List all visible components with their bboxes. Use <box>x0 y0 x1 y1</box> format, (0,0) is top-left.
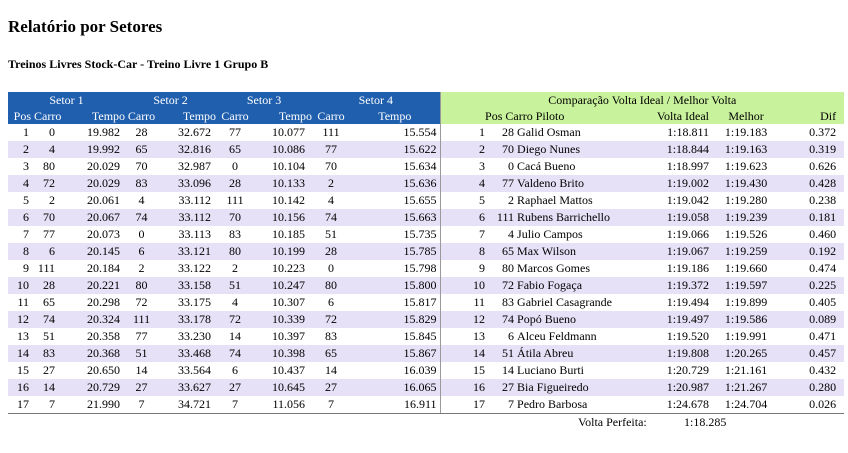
cmp-pos-cell: 17 <box>440 396 488 413</box>
sector1-time-cell: 20.358 <box>87 329 121 343</box>
ideal-lap-cell: 1:18.997 <box>666 159 710 173</box>
sector2-car-cell: 80 <box>125 277 158 294</box>
car-cell: 83 <box>29 345 67 362</box>
sector4-time-cell: 15.829 <box>350 311 440 328</box>
best-lap-cell: 1:19.660 <box>724 261 768 275</box>
sector2-car-cell: 70 <box>135 159 148 173</box>
sector2-car-cell: 4 <box>138 193 145 207</box>
sector3-time-cell: 10.645 <box>254 379 312 396</box>
sector3-car-cell: 111 <box>226 193 244 207</box>
sector4-car-cell: 4 <box>328 193 335 207</box>
sector2-time-cell: 33.122 <box>178 261 212 275</box>
sector1-time-cell: 20.298 <box>87 295 121 309</box>
cmp-car-cell: 7 <box>508 397 515 411</box>
sector1-time-cell: 19.982 <box>87 125 121 139</box>
sector2-time-cell: 33.112 <box>178 193 212 207</box>
cmp-car-cell: 80 <box>502 261 515 275</box>
sector4-car-cell: 72 <box>312 311 350 328</box>
pos-cell: 2 <box>8 141 29 158</box>
col-tempo-4: Tempo <box>350 108 440 124</box>
dif-cell: 0.089 <box>783 311 844 328</box>
dif-cell: 0.457 <box>783 345 844 362</box>
best-lap-cell: 1:19.526 <box>724 227 768 241</box>
sector4-time-cell: 15.800 <box>350 277 440 294</box>
sector4-car-cell: 0 <box>328 261 335 275</box>
ideal-lap-cell: 1:18.811 <box>667 125 710 139</box>
cmp-pos-cell: 9 <box>440 260 488 277</box>
car-cell: 80 <box>43 159 55 173</box>
car-cell: 2 <box>49 193 55 207</box>
pilot-cell: Alceu Feldmann <box>517 329 597 343</box>
table-row <box>8 294 844 311</box>
sector2-car-cell: 0 <box>138 227 145 241</box>
cmp-car-cell: 6 <box>508 329 515 343</box>
sector2-time-cell: 33.121 <box>158 243 216 260</box>
sector1-time-cell: 20.368 <box>67 345 125 362</box>
cmp-pos-cell: 8 <box>440 243 488 260</box>
sector3-car-cell: 65 <box>216 141 254 158</box>
pos-cell: 13 <box>17 329 29 343</box>
table-row <box>8 124 844 141</box>
sector2-car-cell: 83 <box>125 175 158 192</box>
dif-cell: 0.238 <box>809 193 837 207</box>
sector3-time-cell: 10.142 <box>272 193 306 207</box>
cmp-pos-cell: 2 <box>440 141 488 158</box>
header-setor-1: Setor 1 <box>8 92 125 108</box>
ideal-lap-cell: 1:19.066 <box>666 227 710 241</box>
dif-cell: 0.471 <box>809 329 837 343</box>
sector2-time-cell: 32.816 <box>158 141 216 158</box>
sector2-car-cell: 111 <box>125 311 158 328</box>
pos-cell: 6 <box>8 209 29 226</box>
sector3-car-cell: 51 <box>216 277 254 294</box>
table-row <box>8 379 844 396</box>
pos-cell: 10 <box>8 277 29 294</box>
cmp-pos-cell: 11 <box>440 294 488 311</box>
sector4-time-cell: 16.065 <box>350 379 440 396</box>
dif-cell: 0.428 <box>783 175 844 192</box>
sector1-time-cell: 20.650 <box>87 363 121 377</box>
sector3-time-cell: 10.437 <box>272 363 306 377</box>
sector2-car-cell: 27 <box>125 379 158 396</box>
cmp-car-cell: 51 <box>488 345 514 362</box>
sector3-time-cell: 10.185 <box>272 227 306 241</box>
pos-cell: 16 <box>8 379 29 396</box>
pilot-cell: Popó Bueno <box>514 311 649 328</box>
table-row <box>8 311 844 328</box>
best-lap-cell: 1:19.899 <box>724 295 768 309</box>
cmp-car-cell: 111 <box>488 209 514 226</box>
pos-cell: 14 <box>8 345 29 362</box>
car-cell: 6 <box>29 243 67 260</box>
best-lap-cell: 1:19.991 <box>724 329 768 343</box>
dif-cell: 0.319 <box>783 141 844 158</box>
sector4-car-cell: 80 <box>312 277 350 294</box>
sector4-car-cell: 51 <box>325 227 338 241</box>
sector2-time-cell: 33.096 <box>158 175 216 192</box>
table-row <box>8 158 844 175</box>
col-tempo-2: Tempo <box>158 108 216 124</box>
ideal-lap-cell: 1:19.042 <box>666 193 710 207</box>
sector1-time-cell: 21.990 <box>87 397 121 411</box>
ideal-lap-cell: 1:19.497 <box>649 311 709 328</box>
pos-cell: 7 <box>23 227 29 241</box>
cmp-pos-cell: 6 <box>440 209 488 226</box>
best-lap-cell: 1:20.265 <box>709 345 783 362</box>
best-lap-cell: 1:21.161 <box>724 363 768 377</box>
sector4-time-cell: 16.911 <box>403 397 437 411</box>
cmp-car-cell: 72 <box>488 277 514 294</box>
table-row <box>8 362 844 379</box>
best-lap-cell: 1:19.623 <box>724 159 768 173</box>
sector3-car-cell: 14 <box>229 329 242 343</box>
pos-cell: 4 <box>8 175 29 192</box>
ideal-lap-cell: 1:19.372 <box>649 277 709 294</box>
sector3-car-cell: 80 <box>216 243 254 260</box>
pilot-cell: Fabio Fogaça <box>514 277 649 294</box>
dif-cell: 0.192 <box>783 243 844 260</box>
table-row <box>8 396 844 413</box>
cmp-car-cell: 27 <box>488 379 514 396</box>
cmp-pos-cell: 1 <box>440 124 488 141</box>
sector2-car-cell: 2 <box>138 261 145 275</box>
dif-cell: 0.432 <box>809 363 837 377</box>
sector3-time-cell: 10.133 <box>254 175 312 192</box>
sector3-time-cell: 10.156 <box>254 209 312 226</box>
cmp-car-cell: 65 <box>488 243 514 260</box>
pilot-cell: Galid Osman <box>517 125 581 139</box>
sector4-car-cell: 14 <box>325 363 338 377</box>
group-header-row <box>8 92 844 108</box>
pos-cell: 12 <box>8 311 29 328</box>
car-cell: 51 <box>43 329 55 343</box>
ideal-lap-cell: 1:19.186 <box>666 261 710 275</box>
sector2-time-cell: 33.230 <box>178 329 212 343</box>
sector4-car-cell: 74 <box>312 209 350 226</box>
dif-cell: 0.026 <box>809 397 837 411</box>
pos-cell: 17 <box>17 397 29 411</box>
best-lap-cell: 1:19.239 <box>709 209 783 226</box>
car-cell: 27 <box>43 363 55 377</box>
sector4-time-cell: 15.655 <box>403 193 437 207</box>
cmp-car-cell: 83 <box>502 295 515 309</box>
pos-cell: 5 <box>23 193 29 207</box>
ideal-lap-cell: 1:20.729 <box>666 363 710 377</box>
sector4-time-cell: 15.817 <box>403 295 437 309</box>
car-cell: 72 <box>29 175 67 192</box>
car-cell: 7 <box>49 397 55 411</box>
sector2-car-cell: 77 <box>135 329 148 343</box>
cmp-pos-cell: 16 <box>440 379 488 396</box>
sector3-time-cell: 10.247 <box>254 277 312 294</box>
sector4-car-cell: 77 <box>312 141 350 158</box>
header-setor-4: Setor 4 <box>312 92 440 108</box>
sector3-time-cell: 10.223 <box>272 261 306 275</box>
ideal-lap-cell: 1:19.520 <box>666 329 710 343</box>
sector3-time-cell: 10.199 <box>254 243 312 260</box>
header-setor-2: Setor 2 <box>125 92 216 108</box>
sector3-car-cell: 72 <box>216 311 254 328</box>
sector4-time-cell: 15.554 <box>403 125 437 139</box>
dif-cell: 0.626 <box>809 159 837 173</box>
pilot-cell: Valdeno Brito <box>514 175 649 192</box>
sector4-car-cell: 6 <box>328 295 335 309</box>
sector2-time-cell: 32.987 <box>178 159 212 173</box>
car-cell: 77 <box>43 227 55 241</box>
table-row <box>8 175 844 192</box>
sector1-time-cell: 20.184 <box>87 261 121 275</box>
best-lap-cell: 1:21.267 <box>709 379 783 396</box>
sector1-time-cell: 20.029 <box>67 175 125 192</box>
sector1-time-cell: 20.324 <box>67 311 125 328</box>
best-lap-cell: 1:19.163 <box>709 141 783 158</box>
car-cell: 65 <box>43 295 55 309</box>
cmp-pos-cell: 15 <box>440 362 488 379</box>
table-row <box>8 345 844 362</box>
dif-cell: 0.460 <box>809 227 837 241</box>
pilot-cell: Pedro Barbosa <box>517 397 588 411</box>
best-lap-cell: 1:19.597 <box>709 277 783 294</box>
ideal-lap-cell: 1:19.494 <box>666 295 710 309</box>
sector3-car-cell: 28 <box>216 175 254 192</box>
sector4-time-cell: 16.039 <box>403 363 437 377</box>
cmp-pos-cell: 7 <box>440 226 488 243</box>
sector4-car-cell: 83 <box>325 329 338 343</box>
table-row <box>8 226 844 243</box>
pos-cell: 8 <box>8 243 29 260</box>
ideal-lap-cell: 1:19.058 <box>649 209 709 226</box>
header-setor-3: Setor 3 <box>216 92 312 108</box>
col-volta-ideal: Volta Ideal <box>649 108 709 124</box>
car-cell: 0 <box>49 125 55 139</box>
perfect-lap-label: Volta Perfeita: <box>578 415 647 429</box>
sector2-car-cell: 14 <box>135 363 148 377</box>
col-tempo-1: Tempo <box>67 108 125 124</box>
col-carro-4: Carro <box>312 108 350 124</box>
best-lap-cell: 1:19.586 <box>709 311 783 328</box>
sector1-time-cell: 20.729 <box>67 379 125 396</box>
dif-cell: 0.225 <box>783 277 844 294</box>
sector3-time-cell: 10.398 <box>254 345 312 362</box>
dif-cell: 0.474 <box>809 261 837 275</box>
best-lap-cell: 1:19.183 <box>724 125 768 139</box>
table-row <box>8 209 844 226</box>
cmp-pos-cell: 10 <box>440 277 488 294</box>
ideal-lap-cell: 1:20.987 <box>649 379 709 396</box>
dif-cell: 0.181 <box>783 209 844 226</box>
sector4-car-cell: 65 <box>312 345 350 362</box>
sector2-time-cell: 34.721 <box>178 397 212 411</box>
col-carro-2: Carro <box>125 108 158 124</box>
sector3-time-cell: 10.086 <box>254 141 312 158</box>
sector3-time-cell: 10.397 <box>272 329 306 343</box>
cmp-pos-cell: 12 <box>440 311 488 328</box>
pilot-cell: Raphael Mattos <box>517 193 593 207</box>
perfect-lap-value: 1:18.285 <box>684 415 727 429</box>
best-lap-cell: 1:19.259 <box>709 243 783 260</box>
sector1-time-cell: 20.061 <box>87 193 121 207</box>
pilot-cell: Cacá Bueno <box>517 159 576 173</box>
sector4-car-cell: 111 <box>322 125 340 139</box>
sector2-time-cell: 33.468 <box>158 345 216 362</box>
cmp-pos-cell: 13 <box>440 328 488 345</box>
sector4-car-cell: 2 <box>312 175 350 192</box>
table-body <box>8 124 844 413</box>
pos-cell: 15 <box>17 363 29 377</box>
sector3-time-cell: 10.077 <box>272 125 306 139</box>
sector1-time-cell: 20.067 <box>67 209 125 226</box>
sector3-car-cell: 27 <box>216 379 254 396</box>
sector2-car-cell: 28 <box>135 125 148 139</box>
pilot-cell: Luciano Burti <box>517 363 585 377</box>
sector4-time-cell: 15.622 <box>350 141 440 158</box>
dif-cell: 0.405 <box>809 295 837 309</box>
pilot-cell: Gabriel Casagrande <box>517 295 612 309</box>
cmp-car-cell: 4 <box>508 227 515 241</box>
session-subtitle: Treinos Livres Stock-Car - Treino Livre 1 Grupo B <box>8 57 269 71</box>
ideal-lap-cell: 1:24.678 <box>666 397 710 411</box>
col-carro-3: Carro <box>216 108 254 124</box>
pilot-cell: Marcos Gomes <box>517 261 591 275</box>
col-pos-carro-piloto: Pos Carro Piloto <box>440 108 649 124</box>
cmp-car-cell: 74 <box>488 311 514 328</box>
pos-cell: 11 <box>17 295 29 309</box>
sector1-time-cell: 20.221 <box>67 277 125 294</box>
cmp-car-cell: 28 <box>502 125 515 139</box>
ideal-lap-cell: 1:19.808 <box>649 345 709 362</box>
pos-cell: 3 <box>23 159 29 173</box>
sector-table <box>8 92 844 413</box>
sector3-time-cell: 10.307 <box>272 295 306 309</box>
sector4-time-cell: 15.867 <box>350 345 440 362</box>
sector-report <box>8 92 844 431</box>
pilot-cell: Rubens Barrichello <box>514 209 649 226</box>
cmp-car-cell: 14 <box>502 363 515 377</box>
car-cell: 70 <box>29 209 67 226</box>
sector4-time-cell: 15.735 <box>403 227 437 241</box>
pos-cell: 9 <box>23 261 29 275</box>
pilot-cell: Bia Figueiredo <box>514 379 649 396</box>
table-row <box>8 141 844 158</box>
col-pos-carro: Pos Carro <box>8 108 67 124</box>
col-dif: Dif <box>783 108 844 124</box>
car-cell: 111 <box>37 261 55 275</box>
sector2-time-cell: 33.158 <box>158 277 216 294</box>
pilot-cell: Átila Abreu <box>514 345 649 362</box>
sector2-time-cell: 32.672 <box>178 125 212 139</box>
sector4-time-cell: 15.798 <box>403 261 437 275</box>
sector3-car-cell: 2 <box>232 261 239 275</box>
col-tempo-3: Tempo <box>254 108 312 124</box>
sector3-car-cell: 74 <box>216 345 254 362</box>
cmp-car-cell: 77 <box>488 175 514 192</box>
sector4-time-cell: 15.845 <box>403 329 437 343</box>
sector3-time-cell: 10.339 <box>254 311 312 328</box>
sector4-time-cell: 15.634 <box>403 159 437 173</box>
pilot-cell: Diego Nunes <box>514 141 649 158</box>
sector4-car-cell: 28 <box>312 243 350 260</box>
sector2-time-cell: 33.564 <box>178 363 212 377</box>
header-comparison: Comparação Volta Ideal / Melhor Volta <box>440 92 844 108</box>
pilot-cell: Julio Campos <box>517 227 583 241</box>
sector4-time-cell: 15.785 <box>350 243 440 260</box>
sector3-car-cell: 70 <box>216 209 254 226</box>
pilot-cell: Max Wilson <box>514 243 649 260</box>
cmp-pos-cell: 3 <box>440 158 488 175</box>
sector3-car-cell: 0 <box>232 159 239 173</box>
table-row <box>8 192 844 209</box>
sector3-car-cell: 77 <box>229 125 242 139</box>
cmp-car-cell: 2 <box>508 193 515 207</box>
sector3-time-cell: 10.104 <box>272 159 306 173</box>
sector2-car-cell: 7 <box>138 397 145 411</box>
table-row <box>8 243 844 260</box>
cmp-pos-cell: 5 <box>440 192 488 209</box>
best-lap-cell: 1:19.430 <box>709 175 783 192</box>
sector2-time-cell: 33.175 <box>178 295 212 309</box>
ideal-lap-cell: 1:19.067 <box>649 243 709 260</box>
sector2-car-cell: 74 <box>125 209 158 226</box>
sector1-time-cell: 19.992 <box>67 141 125 158</box>
sector3-car-cell: 6 <box>232 363 239 377</box>
dif-cell: 0.280 <box>783 379 844 396</box>
cmp-car-cell: 70 <box>488 141 514 158</box>
car-cell: 74 <box>29 311 67 328</box>
sector4-car-cell: 70 <box>325 159 338 173</box>
cmp-car-cell: 0 <box>508 159 515 173</box>
car-cell: 14 <box>29 379 67 396</box>
sector4-time-cell: 15.663 <box>350 209 440 226</box>
col-melhor: Melhor <box>709 108 783 124</box>
table-row <box>8 260 844 277</box>
sector2-car-cell: 65 <box>125 141 158 158</box>
cmp-pos-cell: 14 <box>440 345 488 362</box>
sector3-car-cell: 83 <box>229 227 242 241</box>
cmp-pos-cell: 4 <box>440 175 488 192</box>
sector2-car-cell: 6 <box>125 243 158 260</box>
sector1-time-cell: 20.073 <box>87 227 121 241</box>
sector2-car-cell: 51 <box>125 345 158 362</box>
table-row <box>8 277 844 294</box>
sector2-car-cell: 72 <box>135 295 148 309</box>
sector3-car-cell: 7 <box>232 397 239 411</box>
ideal-lap-cell: 1:18.844 <box>649 141 709 158</box>
sector2-time-cell: 33.178 <box>158 311 216 328</box>
car-cell: 28 <box>29 277 67 294</box>
perfect-lap-footer <box>8 414 844 431</box>
pos-cell: 1 <box>23 125 29 139</box>
table-row <box>8 328 844 345</box>
dif-cell: 0.372 <box>809 125 837 139</box>
sector4-car-cell: 7 <box>328 397 335 411</box>
best-lap-cell: 1:19.280 <box>724 193 768 207</box>
sector4-car-cell: 27 <box>312 379 350 396</box>
ideal-lap-cell: 1:19.002 <box>649 175 709 192</box>
sector1-time-cell: 20.029 <box>87 159 121 173</box>
sector1-time-cell: 20.145 <box>67 243 125 260</box>
best-lap-cell: 1:24.704 <box>724 397 768 411</box>
sector3-time-cell: 11.056 <box>272 397 306 411</box>
sector3-car-cell: 4 <box>232 295 239 309</box>
column-header-row <box>8 108 844 124</box>
sector2-time-cell: 33.113 <box>178 227 212 241</box>
page-title: Relatório por Setores <box>8 17 163 36</box>
car-cell: 4 <box>29 141 67 158</box>
sector2-time-cell: 33.112 <box>158 209 216 226</box>
sector4-time-cell: 15.636 <box>350 175 440 192</box>
sector2-time-cell: 33.627 <box>158 379 216 396</box>
